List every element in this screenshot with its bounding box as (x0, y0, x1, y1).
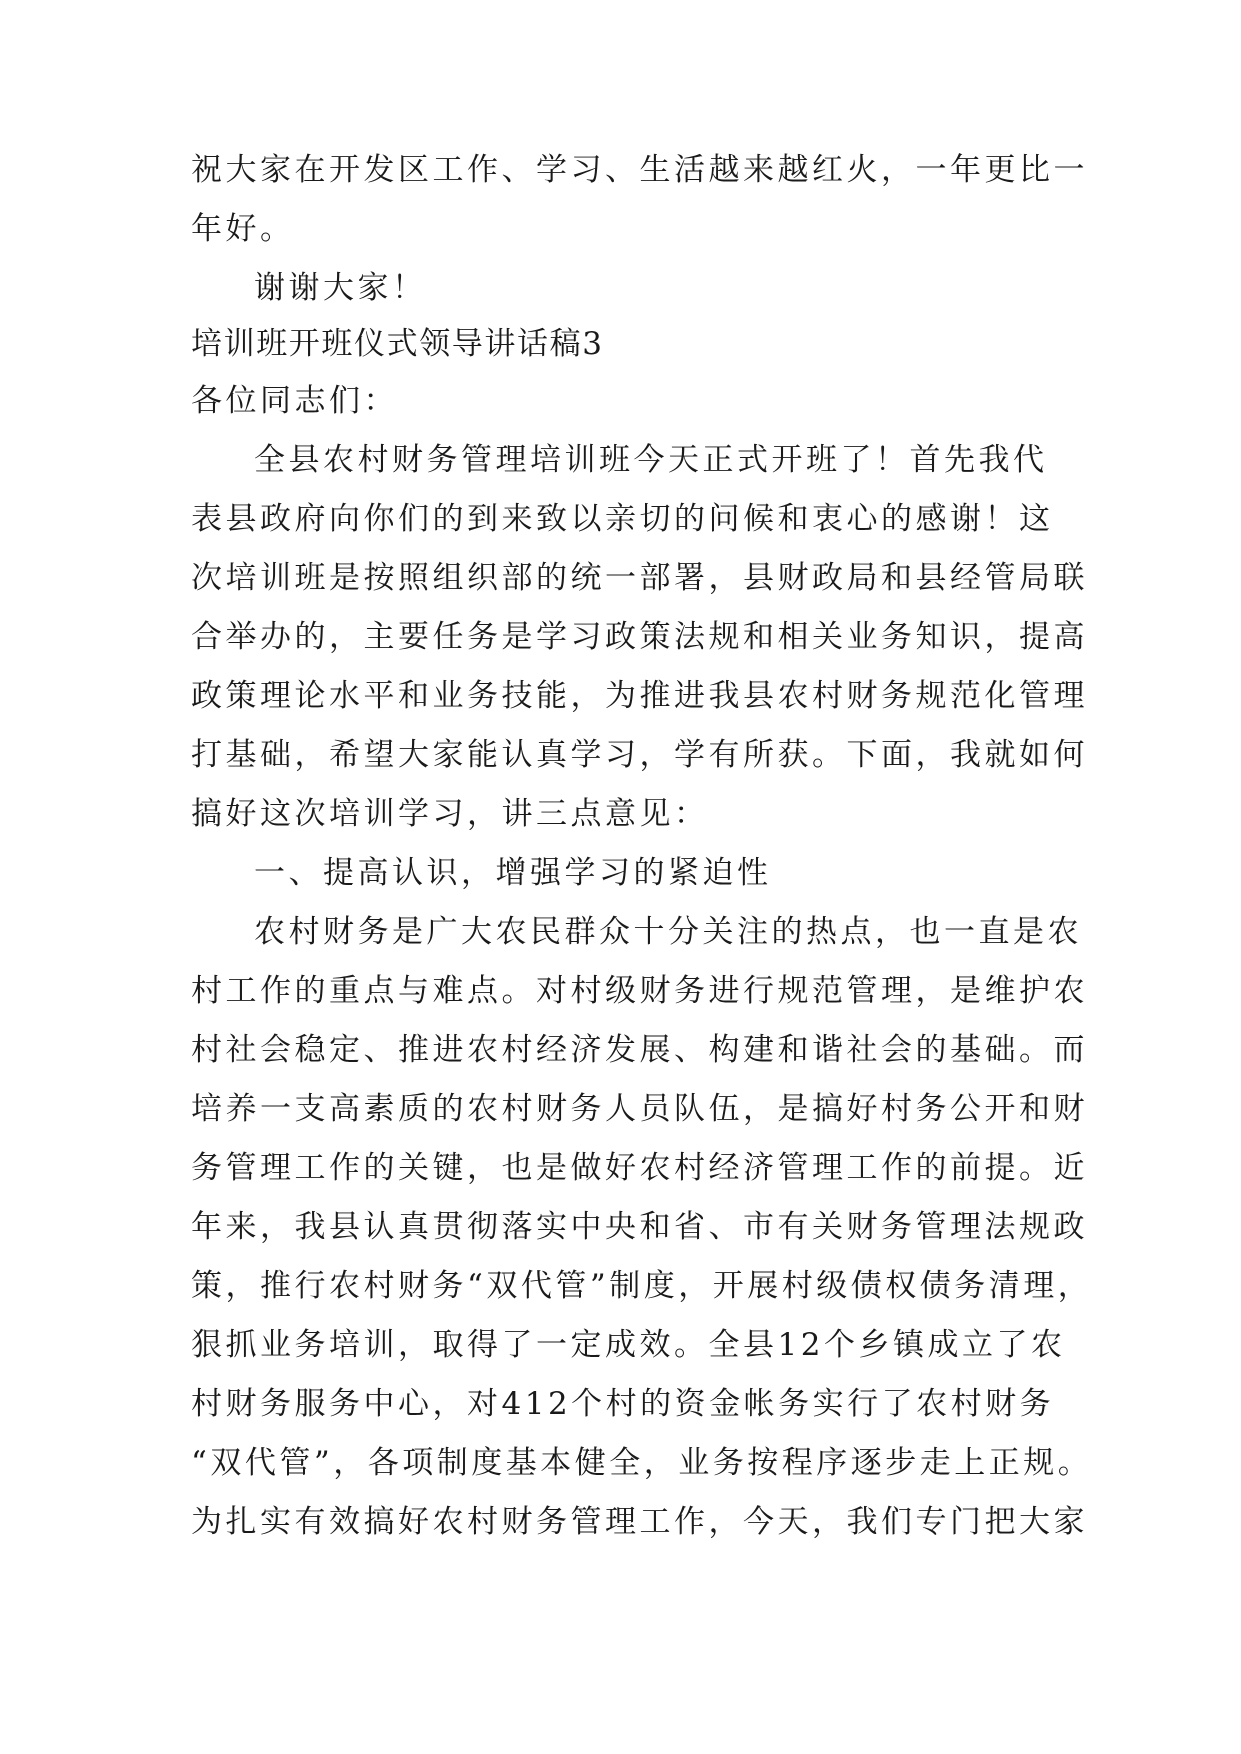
body-text-line: 次培训班是按照组织部的统一部署，县财政局和县经管局联 (191, 560, 1088, 596)
closing-thanks: 谢谢大家！ (254, 270, 427, 306)
body-text-line: 村社会稳定、推进农村经济发展、构建和谐社会的基础。而 (191, 1032, 1088, 1068)
body-text-line: 政策理论水平和业务技能，为推进我县农村财务规范化管理 (191, 678, 1088, 714)
body-text-line: 务管理工作的关键，也是做好农村经济管理工作的前提。近 (191, 1150, 1088, 1186)
salutation: 各位同志们： (191, 383, 398, 419)
body-text-line: 村财务服务中心，对412个村的资金帐务实行了农村财务 (191, 1386, 1055, 1422)
subheading: 一、提高认识，增强学习的紧迫性 (254, 855, 772, 891)
body-text-line: 搞好这次培训学习，讲三点意见： (191, 796, 709, 832)
body-text-line: 打基础，希望大家能认真学习，学有所获。下面，我就如何 (191, 737, 1088, 773)
body-text-line: 年来，我县认真贯彻落实中央和省、市有关财务管理法规政 (191, 1209, 1088, 1245)
body-text-line: 狠抓业务培训，取得了一定成效。全县12个乡镇成立了农 (191, 1327, 1066, 1363)
body-text-line: 村工作的重点与难点。对村级财务进行规范管理，是维护农 (191, 973, 1088, 1009)
body-text-line: 表县政府向你们的到来致以亲切的问候和衷心的感谢！这 (191, 501, 1054, 537)
body-text-line: 培养一支高素质的农村财务人员队伍，是搞好村务公开和财 (191, 1091, 1088, 1127)
body-text-line: 年好。 (191, 211, 295, 247)
body-text-line: 祝大家在开发区工作、学习、生活越来越红火，一年更比一 (191, 152, 1088, 188)
body-text-line: “双代管”，各项制度基本健全，业务按程序逐步走上正规。 (191, 1445, 1093, 1481)
body-text-line: 农村财务是广大农民群众十分关注的热点，也一直是农 (254, 914, 1082, 950)
body-text-line: 策，推行农村财务“双代管”制度，开展村级债权债务清理， (191, 1268, 1093, 1304)
body-text-line: 合举办的，主要任务是学习政策法规和相关业务知识，提高 (191, 619, 1088, 655)
body-text-line: 全县农村财务管理培训班今天正式开班了！首先我代 (254, 442, 1048, 478)
body-text-line: 为扎实有效搞好农村财务管理工作，今天，我们专门把大家 (191, 1504, 1088, 1540)
section-heading: 培训班开班仪式领导讲话稿3 (191, 326, 604, 362)
